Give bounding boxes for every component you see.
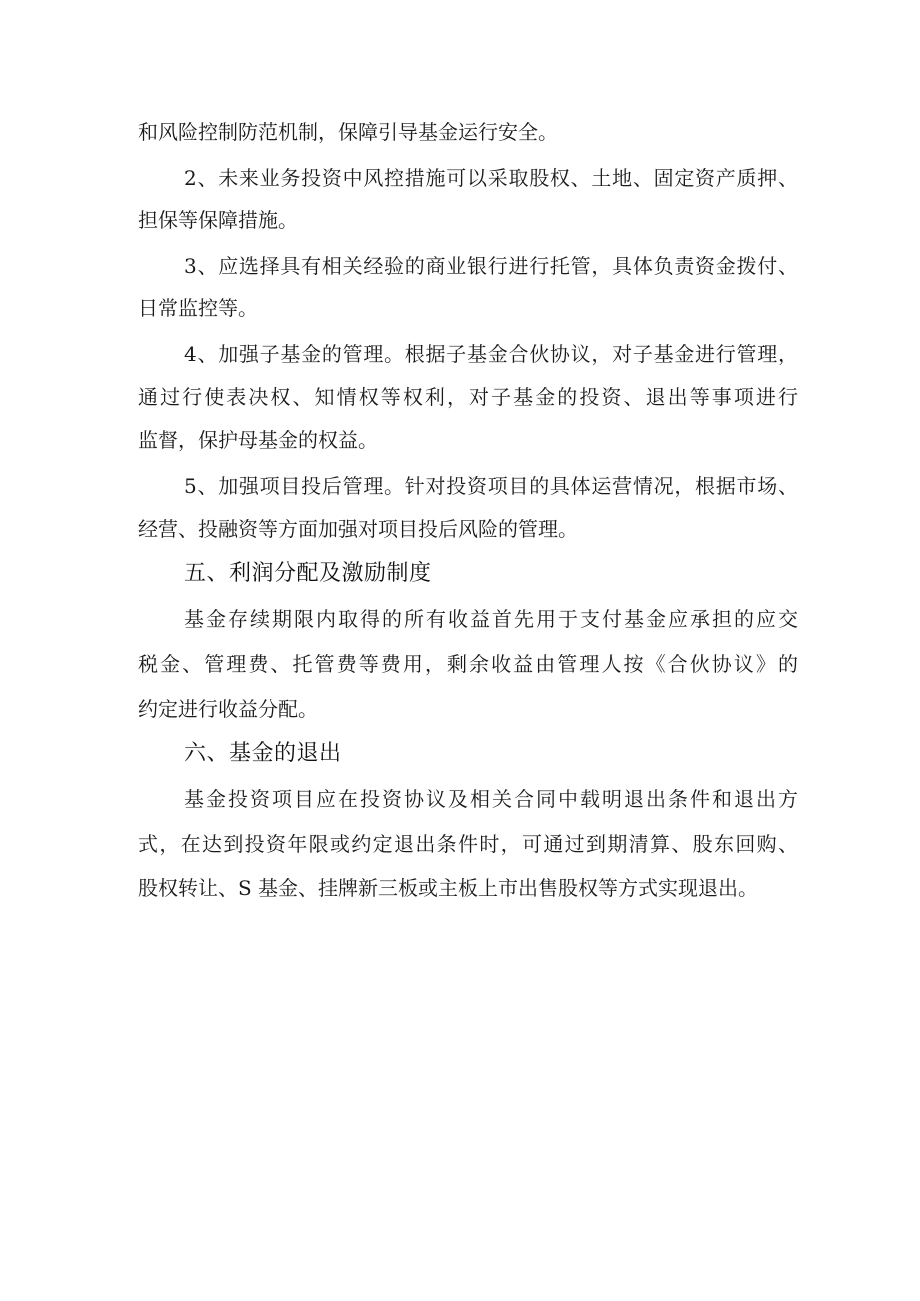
- section-6-para-line-2: 式，在达到投资年限或约定退出条件时，可通过到期清算、股东回购、: [138, 832, 798, 856]
- section-5-para-line-1: 基金存续期限内取得的所有收益首先用于支付基金应承担的应交: [184, 607, 798, 631]
- risk-item-3-line-1: 3、应选择具有相关经验的商业银行进行托管，具体负责资金拨付、: [184, 254, 798, 278]
- risk-item-4-line-3: 监督，保护母基金的权益。: [138, 428, 378, 452]
- risk-item-2-line-1: 2、未来业务投资中风控措施可以采取股权、土地、固定资产质押、: [184, 166, 798, 190]
- risk-item-5-line-2: 经营、投融资等方面加强对项目投后风险的管理。: [138, 517, 578, 541]
- risk-item-2-line-2: 担保等保障措施。: [138, 208, 298, 232]
- risk-item-5-line-1: 5、加强项目投后管理。针对投资项目的具体运营情况，根据市场、: [184, 474, 798, 498]
- section-6-para-line-3: 股权转让、S 基金、挂牌新三板或主板上市出售股权等方式实现退出。: [138, 876, 759, 900]
- section-5-heading: 五、利润分配及激励制度: [184, 561, 432, 586]
- section-5-para-line-2: 税金、管理费、托管费等费用，剩余收益由管理人按《合伙协议》的: [138, 652, 798, 676]
- section-6-para-line-1: 基金投资项目应在投资协议及相关合同中载明退出条件和退出方: [184, 787, 798, 811]
- risk-item-4-line-1: 4、加强子基金的管理。根据子基金合伙协议，对子基金进行管理，: [184, 342, 798, 366]
- risk-item-3-line-2: 日常监控等。: [138, 296, 258, 320]
- section-5-para-line-3: 约定进行收益分配。: [138, 697, 318, 721]
- section-6-heading: 六、基金的退出: [184, 741, 342, 766]
- risk-continuation-line: 和风险控制防范机制，保障引导基金运行安全。: [138, 120, 558, 144]
- risk-item-4-line-2: 通过行使表决权、知情权等权利，对子基金的投资、退出等事项进行: [138, 385, 798, 409]
